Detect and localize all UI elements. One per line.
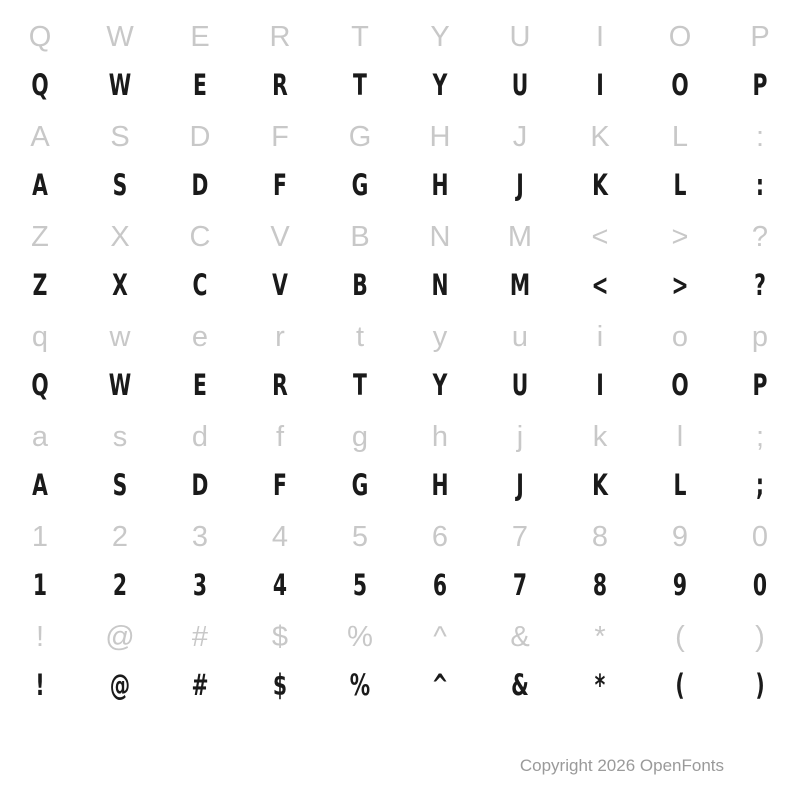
glyph-cell: L (673, 168, 687, 202)
glyph-cell: 8 (592, 568, 608, 602)
glyph-cell: O (668, 21, 692, 53)
glyph-cell: P (750, 21, 770, 53)
glyph-cell: > (671, 221, 689, 253)
glyph-row-sample (0, 152, 800, 200)
glyph-cell: % (347, 621, 373, 653)
glyph-cell: ( (675, 621, 685, 653)
glyph-cell: u (511, 321, 529, 353)
glyph-cell: G (348, 121, 372, 153)
glyph-row-reference (0, 0, 800, 52)
glyph-cell: k (592, 421, 608, 453)
glyph-cell: V (272, 268, 288, 302)
glyph-cell: N (429, 221, 451, 253)
glyph-cell: A (30, 121, 50, 153)
glyph-cell: N (431, 268, 449, 302)
glyph-row-reference (0, 500, 800, 552)
glyph-row-sample (0, 52, 800, 100)
glyph-cell: y (432, 321, 448, 353)
glyph-cell: K (592, 468, 608, 502)
glyph-cell: L (671, 121, 689, 153)
glyph-cell: T (353, 68, 367, 102)
glyph-row-reference (0, 400, 800, 452)
glyph-cell: o (671, 321, 689, 353)
glyph-cell: 7 (511, 521, 529, 553)
glyph-cell: D (189, 121, 211, 153)
glyph-cell: J (516, 468, 524, 502)
glyph-row-reference (0, 300, 800, 352)
glyph-row-sample (0, 652, 800, 700)
glyph-cell: d (191, 421, 209, 453)
glyph-cell: h (431, 421, 449, 453)
glyph-cell: B (350, 221, 370, 253)
glyph-cell: O (671, 68, 689, 102)
glyph-cell: L (673, 468, 687, 502)
glyph-cell: % (349, 668, 371, 702)
glyph-cell: ; (755, 421, 765, 453)
glyph-cell: X (110, 221, 130, 253)
glyph-cell: ) (755, 668, 765, 702)
glyph-cell: ^ (433, 621, 447, 653)
glyph-cell: S (112, 168, 128, 202)
glyph-cell: e (191, 321, 209, 353)
glyph-cell: R (269, 21, 291, 53)
glyph-cell: 0 (752, 568, 768, 602)
glyph-cell: s (112, 421, 128, 453)
glyph-cell: W (108, 368, 132, 402)
glyph-cell: Y (430, 21, 450, 53)
glyph-cell: Q (31, 368, 49, 402)
glyph-cell: f (275, 421, 285, 453)
glyph-row-sample (0, 252, 800, 300)
glyph-cell: D (191, 168, 209, 202)
glyph-cell: W (108, 68, 132, 102)
glyph-cell: U (509, 21, 531, 53)
glyph-cell: t (355, 321, 365, 353)
glyph-cell: 9 (672, 568, 688, 602)
glyph-cell: 7 (512, 568, 528, 602)
glyph-cell: S (112, 468, 128, 502)
glyph-cell: H (431, 468, 449, 502)
glyph-cell: q (31, 321, 49, 353)
glyph-cell: Y (432, 368, 448, 402)
glyph-cell: H (431, 168, 449, 202)
glyph-cell: K (592, 168, 608, 202)
glyph-cell: 9 (671, 521, 689, 553)
glyph-cell: G (351, 168, 369, 202)
glyph-cell: < (591, 268, 609, 302)
glyph-cell: @ (105, 621, 135, 653)
glyph-cell: g (351, 421, 369, 453)
glyph-cell: B (352, 268, 368, 302)
copyright-notice: Copyright 2026 OpenFonts (519, 756, 724, 775)
glyph-cell: & (511, 668, 529, 702)
glyph-cell: < (591, 221, 609, 253)
glyph-cell: $ (272, 668, 288, 702)
glyph-cell: 1 (31, 521, 49, 553)
glyph-cell: * (594, 668, 606, 702)
glyph-cell: J (516, 168, 524, 202)
glyph-cell: > (671, 268, 689, 302)
glyph-cell: 2 (111, 521, 129, 553)
glyph-cell: 2 (112, 568, 128, 602)
glyph-cell: l (676, 421, 684, 453)
glyph-cell: P (752, 368, 768, 402)
glyph-cell: F (271, 121, 289, 153)
glyph-cell: 6 (431, 521, 449, 553)
glyph-cell: * (594, 621, 606, 653)
glyph-row-reference (0, 100, 800, 152)
glyph-cell: T (353, 368, 367, 402)
glyph-cell: ) (755, 621, 765, 653)
glyph-cell: ; (755, 468, 765, 502)
glyph-cell: 4 (271, 521, 289, 553)
glyph-cell: S (110, 121, 130, 153)
glyph-cell: E (193, 368, 207, 402)
glyph-cell: R (272, 68, 288, 102)
glyph-cell: 0 (751, 521, 769, 553)
glyph-cell: O (671, 368, 689, 402)
glyph-cell: V (270, 221, 290, 253)
glyph-cell: Q (28, 21, 52, 53)
glyph-cell: H (429, 121, 451, 153)
glyph-cell: 3 (191, 521, 209, 553)
glyph-cell: P (752, 68, 768, 102)
glyph-cell: Z (32, 268, 48, 302)
glyph-cell: U (511, 68, 529, 102)
glyph-cell: G (351, 468, 369, 502)
glyph-cell: j (516, 421, 524, 453)
glyph-cell: E (190, 21, 210, 53)
glyph-cell: r (275, 321, 285, 353)
glyph-cell: A (32, 168, 48, 202)
glyph-cell: 1 (32, 568, 48, 602)
glyph-row-sample (0, 452, 800, 500)
glyph-cell: M (509, 268, 531, 302)
glyph-cell: ? (754, 268, 766, 302)
glyph-cell: ! (35, 668, 45, 702)
glyph-cell: ^ (431, 668, 449, 702)
glyph-cell: # (191, 668, 209, 702)
glyph-cell: 5 (351, 521, 369, 553)
glyph-row-reference (0, 600, 800, 652)
glyph-cell: X (112, 268, 128, 302)
glyph-cell: M (507, 221, 533, 253)
glyph-cell: : (755, 121, 765, 153)
glyph-cell: R (272, 368, 288, 402)
glyph-cell: U (511, 368, 529, 402)
glyph-cell: ! (35, 621, 45, 653)
glyph-cell: 5 (352, 568, 368, 602)
glyph-cell: ( (675, 668, 685, 702)
glyph-cell: a (31, 421, 49, 453)
glyph-cell: # (191, 621, 209, 653)
glyph-cell: T (351, 21, 369, 53)
glyph-cell: F (273, 168, 287, 202)
glyph-cell: 8 (591, 521, 609, 553)
glyph-cell: @ (109, 668, 131, 702)
glyph-cell: J (512, 121, 528, 153)
glyph-cell: Q (31, 68, 49, 102)
glyph-cell: C (192, 268, 208, 302)
glyph-cell: W (106, 21, 134, 53)
glyph-cell: 4 (272, 568, 288, 602)
glyph-cell: Y (432, 68, 448, 102)
glyph-cell: A (32, 468, 48, 502)
glyph-cell: Z (31, 221, 49, 253)
glyph-cell: & (510, 621, 530, 653)
glyph-cell: i (596, 321, 604, 353)
glyph-cell: D (191, 468, 209, 502)
glyph-cell: $ (271, 621, 289, 653)
glyph-row-sample (0, 552, 800, 600)
glyph-cell: I (596, 68, 604, 102)
glyph-row-sample (0, 352, 800, 400)
glyph-cell: 6 (432, 568, 448, 602)
glyph-cell: : (755, 168, 765, 202)
glyph-cell: I (596, 368, 604, 402)
glyph-cell: K (590, 121, 610, 153)
glyph-cell: F (273, 468, 287, 502)
glyph-cell: I (595, 21, 605, 53)
glyph-cell: w (109, 321, 131, 353)
glyph-cell: ? (751, 221, 769, 253)
glyph-cell: p (751, 321, 769, 353)
glyph-row-reference (0, 200, 800, 252)
glyph-cell: C (189, 221, 211, 253)
glyph-cell: E (193, 68, 207, 102)
glyph-cell: 3 (192, 568, 208, 602)
